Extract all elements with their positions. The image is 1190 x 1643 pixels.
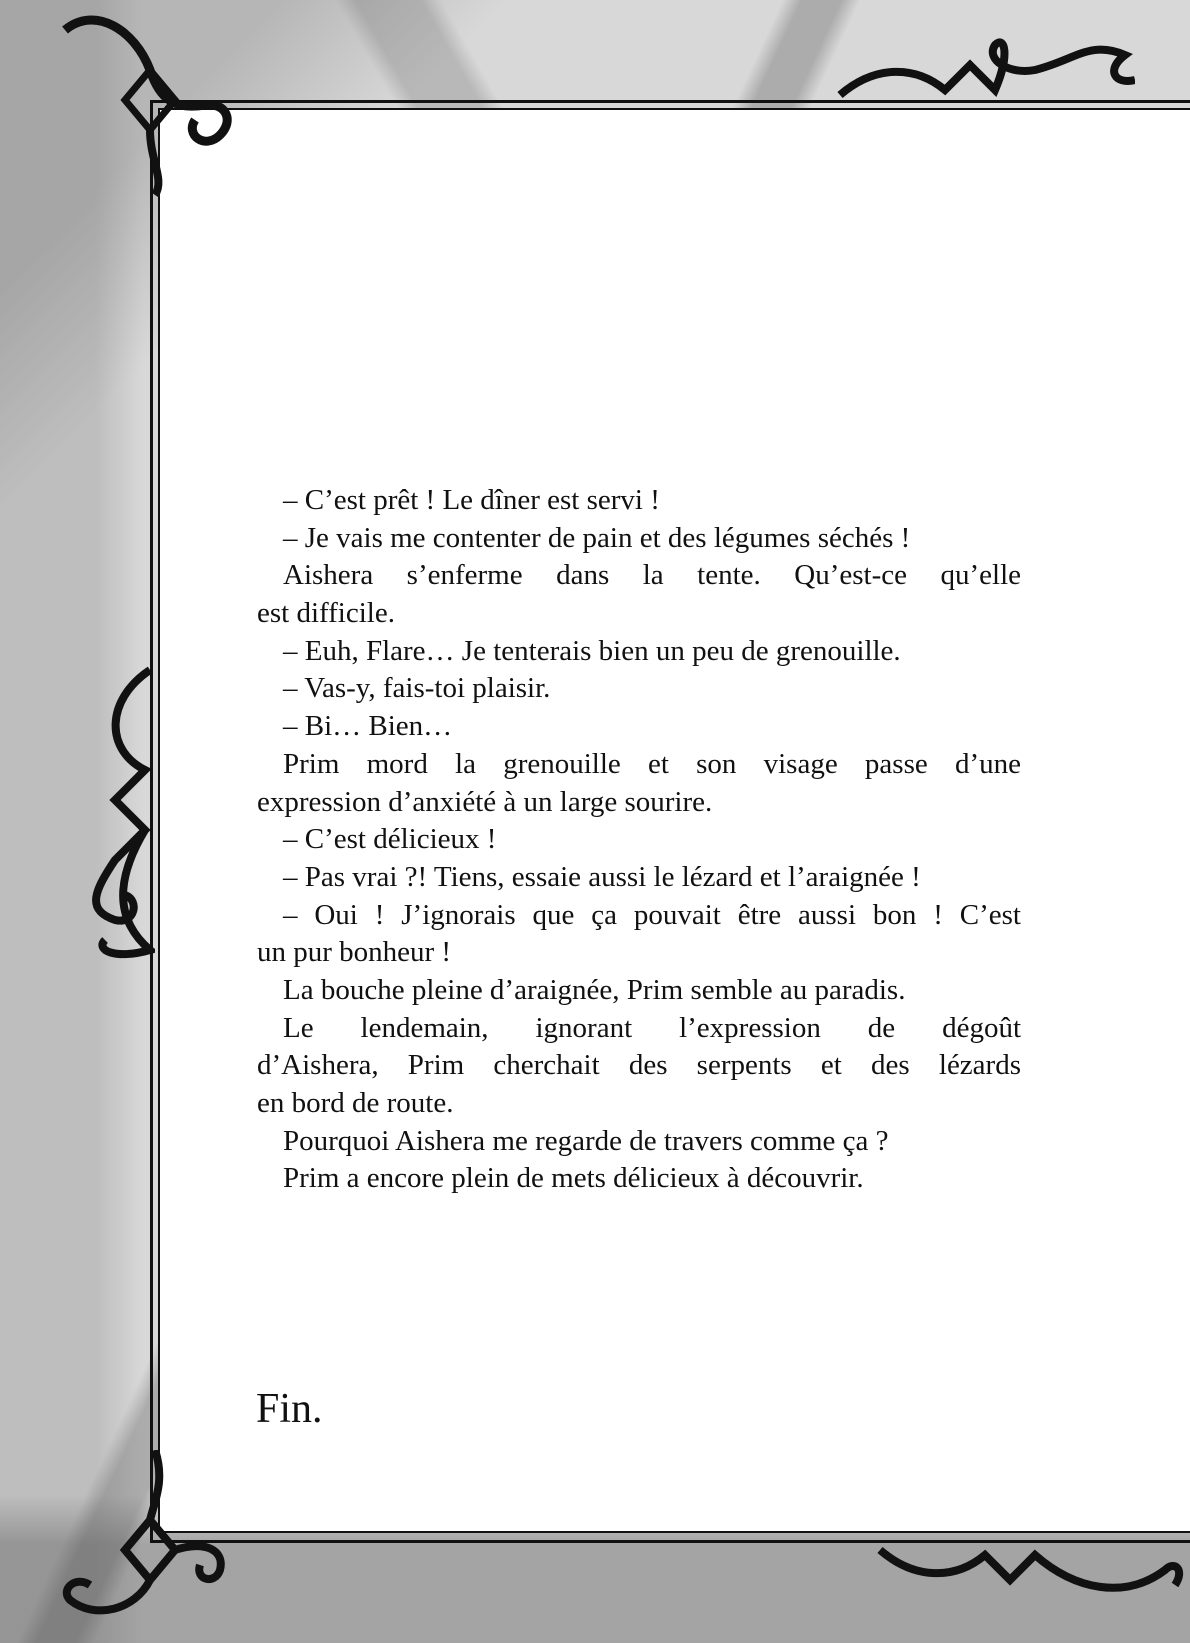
text-line: – Euh, Flare… Je tenterais bien un peu de grenouille. xyxy=(283,634,901,667)
ending-label: Fin. xyxy=(256,1386,323,1432)
paragraph xyxy=(257,821,1021,859)
text-line: – Oui ! J’ignorais que ça pouvait être aussi bon ! C’est xyxy=(283,898,1021,931)
text-line: – Vas-y, fais-toi plaisir. xyxy=(283,672,551,705)
paragraph xyxy=(257,1160,1021,1198)
flourish-top-right-icon xyxy=(835,25,1135,105)
text-line: Prim a encore plein de mets délicieux à découvrir. xyxy=(283,1162,864,1195)
text-line: expression d’anxiété à un large sourire. xyxy=(257,785,713,818)
text-line: Aishera s’enferme dans la tente. Qu’est-ce qu’elle xyxy=(283,559,1021,592)
paragraph xyxy=(257,633,1021,671)
paragraph xyxy=(257,670,1021,708)
text-line: est difficile. xyxy=(257,597,395,630)
paragraph xyxy=(257,746,1021,821)
paragraph xyxy=(257,897,1021,972)
paragraph xyxy=(257,1123,1021,1161)
paragraph xyxy=(257,1010,1021,1123)
paragraph xyxy=(257,859,1021,897)
text-line: – C’est prêt ! Le dîner est servi ! xyxy=(283,484,660,516)
text-line: un pur bonheur ! xyxy=(257,936,452,969)
text-line: – Bi… Bien… xyxy=(283,710,453,743)
text-line: Pourquoi Aishera me regarde de travers comme ça ? xyxy=(283,1124,889,1157)
text-line: en bord de route. xyxy=(257,1087,454,1119)
paragraph xyxy=(257,520,1021,558)
corner-flourish-bottom-left-icon xyxy=(55,1450,245,1640)
paragraph xyxy=(257,482,1021,520)
paragraph xyxy=(257,708,1021,746)
text-line: d’Aishera, Prim cherchait des serpents et des lézards xyxy=(257,1049,1021,1082)
text-line: – Pas vrai ?! Tiens, essaie aussi le lézard et l’araignée ! xyxy=(283,860,921,893)
story-text xyxy=(257,482,1021,1198)
text-line: Le lendemain, ignorant l’expression de dégoût xyxy=(283,1011,1021,1044)
paragraph xyxy=(257,972,1021,1010)
corner-flourish-top-left-icon xyxy=(55,10,245,200)
text-line: Prim mord la grenouille et son visage passe d’une xyxy=(283,747,1021,780)
paragraph xyxy=(257,557,1021,632)
flourish-left-middle-icon xyxy=(75,660,155,980)
text-line: – C’est délicieux ! xyxy=(283,823,497,856)
text-line: La bouche pleine d’araignée, Prim semble au paradis. xyxy=(283,973,906,1006)
flourish-bottom-right-icon xyxy=(875,1540,1190,1620)
text-line: – Je vais me contenter de pain et des légumes séchés ! xyxy=(283,521,911,554)
